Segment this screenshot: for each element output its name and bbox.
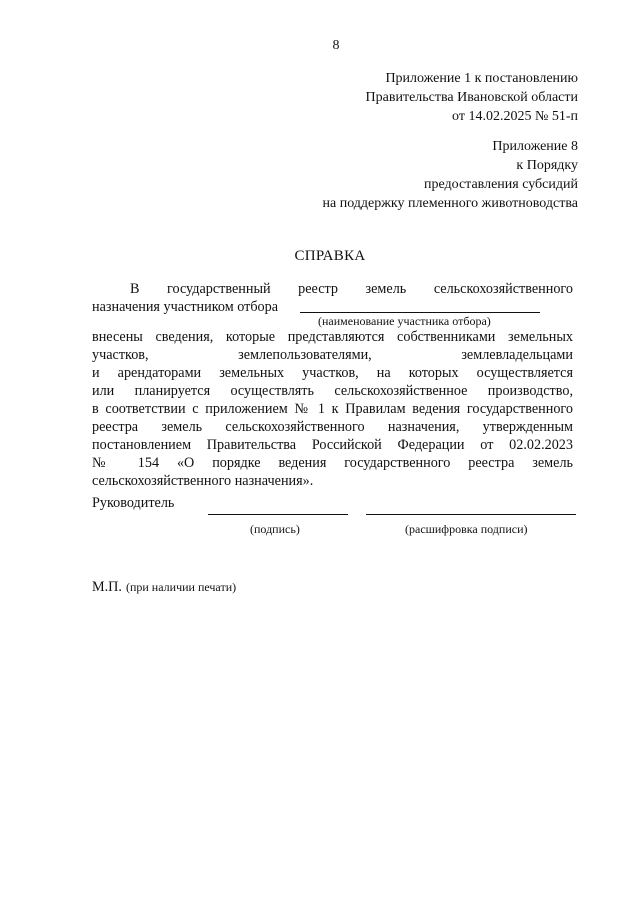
body-line: или планируется осуществлять сельскохозяйственное производство, [92,383,573,399]
body-line: участков, землепользователями, землевладельцами [92,347,573,363]
body-word: государственный [167,281,271,297]
appendix-8-line: предоставления субсидий [423,177,578,192]
signature-decoding-caption: (расшифровка подписи) [405,522,528,536]
appendix-8-line: на поддержку племенного животноводства [322,196,578,211]
appendix-8-header [323,137,579,213]
participant-name-blank [300,312,540,313]
signature-caption: (подпись) [250,522,300,536]
body-last-line: сельскохозяйственного назначения». [92,473,314,489]
signature-label: Руководитель [92,495,175,511]
appendix-1-line: от 14.02.2025 № 51-п [452,109,578,124]
appendix-1-header [366,69,578,126]
signature-decoding-blank [366,514,576,515]
body-line: постановлением Правительства Российской Федерации от 02.02.2023 [92,437,573,453]
body-line: № 154 «О порядке ведения государственного реестра земель [92,455,573,471]
body-word: В [130,281,140,297]
body-line: и арендаторами земельных участков, на которых осуществляется [92,365,573,381]
body-word: реестр [298,281,338,297]
body-first-line [92,280,573,298]
stamp-line [92,578,236,596]
body-line: реестра земель сельскохозяйственного назначения, утвержденным [92,419,573,435]
page-number: 8 [332,38,340,53]
participant-caption: (наименование участника отбора) [318,314,491,328]
body-line: в соответствии с приложением № 1 к Правилам ведения государственного [92,401,573,417]
document-title: СПРАВКА [294,248,366,264]
signature-blank [208,514,348,515]
stamp-note: (при наличии печати) [125,580,237,594]
body-second-line: назначения участником отбора [92,299,279,315]
appendix-8-line: Приложение 8 [492,139,578,154]
appendix-1-line: Приложение 1 к постановлению [385,71,578,86]
body-line: внесены сведения, которые представляются собственниками земельных [92,329,573,345]
appendix-8-line: к Порядку [516,158,578,173]
body-word: сельскохозяйственного [433,281,573,297]
body-word: земель [365,281,407,297]
appendix-1-line: Правительства Ивановской области [365,90,578,105]
stamp-mp: М.П. [92,579,122,595]
